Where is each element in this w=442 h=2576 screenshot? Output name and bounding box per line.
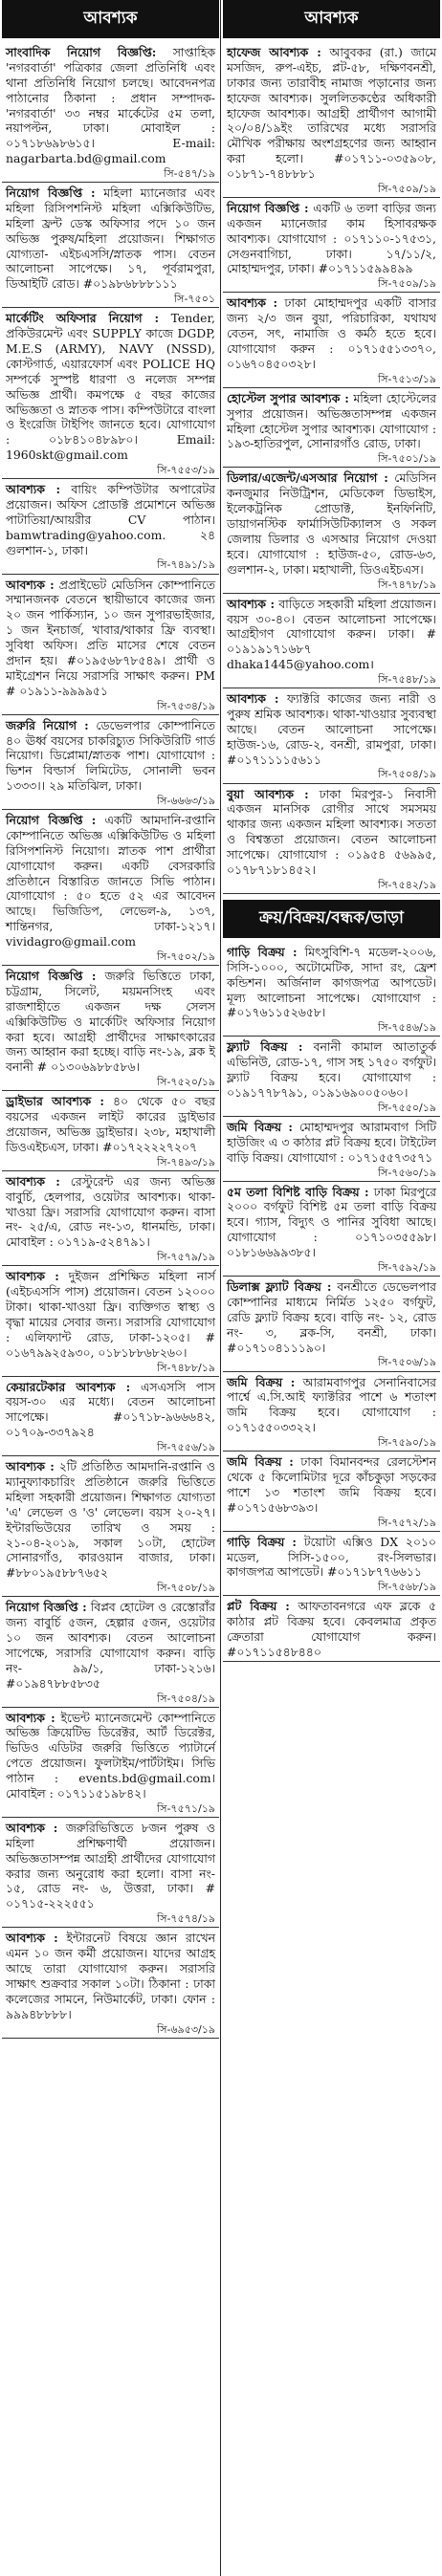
classified-ad xyxy=(2,966,219,1091)
classified-ad xyxy=(223,1277,440,1371)
classified-ad xyxy=(2,1928,219,2038)
ad-code: সি-৭৫৭১/১৯ xyxy=(157,1801,215,1815)
ad-body: আরামবাগপুর সেনানিবাসের পার্শ্বে এ.সি.আই ফ্যাক্টরির পাশে ৬ শতাংশ জমি বিক্রয় হবে। যোগাযোগ : ০১৭১৫৫০৩৩২২। xyxy=(227,1374,436,1435)
ad-title: নিয়োগ বিজ্ঞপ্তি : xyxy=(6,813,97,828)
ad-body: বায়িং কম্পিউটার অপারেটর প্রয়োজন। অফিস প্রোডাক্ট প্রমোশনে অভিজ্ঞ পাটাতিয়া/আয়রীর CV পাঠান। bamwtrading@yahoo.com. ২৪ গুলশান-১, ঢাকা। xyxy=(6,482,215,557)
ad-code: সি-৭৫০৯/১৯ xyxy=(378,182,436,195)
ad-title: সাংবাদিক নিয়োগ বিজ্ঞপ্তি: xyxy=(6,45,157,59)
ad-body: ডেভেলপার কোম্পানিতে ৪০ ঊর্ধ্ব বয়সের চাকরিচ্যুত সিকিউরিটি গার্ড নিয়োগ। ডিপ্লোমা/স্নাতক পাশ। যোগাযোগ : ভিশন বিল্ডার্স লিমিটেড, সোনালী ভবন ১৩৩৩।। ২৯ মতিঝিল, ঢাকা। xyxy=(6,717,215,794)
ad-body: ঢাকা মিরপুরে ২০০০ বর্গফুট বিশিষ্ট ৫ম তলা বাড়ি বিক্রয় হবে। গ্যাস, বিদ্যুৎ ও পানির সুবিধা আছে। যোগাযোগ : ০১৭১০৩৫৫৯৮। ০১৮১৬৬৯৯৩৮৫। xyxy=(227,1184,436,1260)
ad-body: মিৎসুবিশি-৭ মডেল-২০০৬, সিসি-১০০০, অটোমেটিক, সাদা রং, ফ্রেশ কন্ডিশন। অর্জিনাল কাগজপত্র আপডেট। মূল্য আলোচনা সাপেক্ষে। যোগাযোগ : #০১৭৬১১৫২৬৫৮। xyxy=(227,944,436,1020)
ad-code: সি-৭৫৩৪/১৯ xyxy=(157,699,215,712)
ad-code: সি-৫৪৭/১৯ xyxy=(164,167,215,180)
ad-code: সি-৬৬৬৩/১৯ xyxy=(157,795,215,808)
ad-code: সি-৭৫৭২/১৯ xyxy=(378,1516,436,1529)
ad-code: সি-৭৫১৩/১৯ xyxy=(378,372,436,385)
ad-body: ইন্টারনেট বিষয়ে জ্ঞান রাখেন এমন ১০ জন কর্মী প্রয়োজন। যাদের আগ্রহ আছে তারা যোগাযোগ করুন। সরাসরি সাক্ষাৎ শুক্রবার সকাল ১০টা। ঠিকানা : ঢাকা কলেজের সামনে, নিউমার্কেট, ঢাকা। ফোন : ৯৯৯৪৮৮৮৮। xyxy=(6,1931,215,2021)
classified-ad xyxy=(223,198,440,293)
classified-ad xyxy=(223,1037,440,1117)
ad-title: নিয়োগ বিজ্ঞপ্তি : xyxy=(227,200,309,215)
section-header-right: আবশ্যক xyxy=(223,0,440,38)
ad-title: নিয়োগ বিজ্ঞপ্তি : xyxy=(6,1600,87,1615)
ad-body: প্রপ্রাইভেট মেডিসিন কোম্পানিতে সম্মানজনক বেতনে স্থায়ীভাবে কাজের জন্য ২০ জন পার্কিস্যান, ১০ জন সুপারভাইজার, ১ জন ইনচার্জ, খাবার/থাকার ফ্রি ব্যবস্থা। সুবিধা অফিস। প্রতি মাসের শেষে বেতন প্রদান হয়। #০১৯৫৬৮৭৮৫৪৯। প্রার্থী ও মাইগ্রেশন নিয়ে সরাসরি সাক্ষাৎ করুন। PM # ০১৯১১-৯৯৯৯৫১ xyxy=(6,577,215,698)
ad-code: সি-৭৫০২/১৯ xyxy=(157,950,215,963)
ad-title: আবশ্যক : xyxy=(6,1820,58,1835)
ad-code: সি-৭৫৬৮/১৯ xyxy=(378,1581,436,1594)
ad-body: ঢাকা বিমানবন্দর রেলস্টেশন থেকে ৫ কিলোমিটার দূরে কাঁচকুড়া সড়কের পাশে ১৩ শতাংশ জমি বিক্রয় হবে। #০১৭১৫৬৮৩৯৩। xyxy=(227,1454,436,1515)
classified-ad xyxy=(2,479,219,574)
ad-title: ফ্ল্যাট বিক্রয় : xyxy=(227,1039,303,1055)
classified-ad xyxy=(2,810,219,966)
ad-title: কেয়ারটেকার আবশ্যক : xyxy=(6,1379,131,1394)
section-header-sale: ক্রয়/বিক্রয়/বন্ধক/ভাড়া xyxy=(223,900,440,938)
ad-code: সি-৭৫০৪/১৯ xyxy=(378,768,436,781)
classified-ad xyxy=(2,308,219,479)
ad-title: আবশ্যক : xyxy=(227,691,279,707)
classified-ad xyxy=(2,1266,219,1376)
ad-code: সি-৭৪৯৩/১৯ xyxy=(157,1155,215,1168)
classified-ad xyxy=(2,1377,219,1457)
classified-ad xyxy=(2,1091,219,1171)
classified-ad xyxy=(223,784,440,894)
ad-code: সি-৬৯৫৩/১৯ xyxy=(157,2022,215,2036)
ad-title: ড্রাইভার আবশ্যক : xyxy=(6,1094,104,1109)
ad-title: ৫ম তলা বিশিষ্ট বাড়ি বিক্রয় : xyxy=(227,1184,369,1199)
ad-title: প্লট বিক্রয় : xyxy=(227,1599,290,1614)
ad-code: সি-৭৪৯১/১৯ xyxy=(157,558,215,572)
ad-title: জমি বিক্রয় : xyxy=(227,1119,293,1134)
classified-ad xyxy=(223,594,440,688)
ad-body: Tender, প্রকিউরমেন্ট এবং SUPPLY কাজে DGDP, M.E.S (ARMY), NAVY (NSSD), কোস্টগার্ড, এয়ারফোর্স এবং POLICE HQ সম্পর্কে সুস্পষ্ট ধারণা ও নলেজ সম্পন্ন অভিজ্ঞ প্রার্থী। কমপক্ষে ৫ বছর কাজের অভিজ্ঞতা ও স্নাতক পাস। কম্পিউটারে বাংলা ও ইংরেজি টাইপিং জানতে হবে। যোগাযোগ : ০১৮৪১০৪৮৯৮০। Email: 1960skt@gmail.com xyxy=(6,311,215,463)
ad-code: সি-৭৫৭৪/১৯ xyxy=(157,1912,215,1926)
left-ads-list xyxy=(2,42,219,2039)
classified-ad xyxy=(2,1456,219,1597)
ad-body: আবুবকর (রা.) জামে মসজিদ, রুপ-এইচ, প্লট-৫৮, দক্ষিণবনশ্রী, ঢাকার জন্য তারাবীহ নামাজ পড়ানোর জন্য হাফেজ আবশ্যক। সুললিতকণ্ঠের অধিকারী হাফেজ আবশ্যক। আগ্রহী প্রার্থীগণ আগামী ২০/০৪/১৯ইং তারিখের মধ্যে সরাসরি মৌখিক পরীক্ষায় অংশগ্রহণের জন্য আহ্বান করা হলো। #০১৭১১-০৩৫৯০৮, ০১৮৭১-৭৪৮৮৮১ xyxy=(227,45,436,181)
ad-title: আবশ্যক : xyxy=(227,596,276,611)
classified-ad xyxy=(223,1596,440,1662)
ad-title: হোস্টেল সুপার আবশ্যক : xyxy=(227,390,349,405)
ad-body: ঢাকা মিরপুর-১ নিবাসী একজন মানসিক রোগীর সাথে সমসময় থাকার জন্য একজন মহিলা আবশ্যক। সততা ও বিশ্বস্ততা প্রয়োজন। বেতন আলোচনা সাপেক্ষে। যোগাযোগ : ০১৯৫৪ ৫৬৯৯৫, ০১৭৮৭১৮১৪৫২। xyxy=(227,786,436,877)
classified-ad xyxy=(223,388,440,469)
ad-body: মেডিসিন কনজুমার নিউট্রিশন, মেডিকেল ডিভাইস, ইলেকট্রনিক প্রোডাক্ট, ইনফিনিটি, ডায়াগনস্টিক ফার্মাসিউটিক্যালস ও সকল জেলায় ডিলার ও এসআর নিয়োগ দেওয়া হবে। যোগাযোগ : হাউজ-৫০, রোড-৬৩, গুলশান-২, ঢাকা। মহাখালী, ডিওএইচএস। xyxy=(227,470,436,577)
section-header-left: আবশ্যক xyxy=(2,0,219,38)
ad-title: আবশ্যক : xyxy=(6,1269,59,1284)
ad-title: নিয়োগ বিজ্ঞপ্তি : xyxy=(6,186,96,201)
ad-code: সি-৭৫০১/১৯ xyxy=(378,452,436,466)
classified-ad xyxy=(223,293,440,387)
ad-title: আবশ্যক : xyxy=(6,1459,55,1474)
ad-body: ২টি প্রতিষ্ঠিত আমদানি-রপ্তানি ও ম্যানুফ্যাকচারিং প্রতিষ্ঠানে জরুরি ভিত্তিতে মহিলা সহকারী প্রয়োজন। শিক্ষাগত যোগ্যতা 'এ' লেভেল ও 'ও' লেভেল। বয়স ২০-২৭। ইন্টারভিউয়ের তারিখ ও সময় : ২১-০৪-২০১৯, সকাল ১০টা, হোটেল সোনারগাঁও, কারওয়ান বাজার, ঢাকা। #৮৮০১৯৫৮৮৭৬৫২ xyxy=(6,1459,215,1581)
ad-body: ফ্যাক্টরি কাজের জন্য নারী ও পুরুষ শ্রমিক আবশ্যক। থাকা-খাওয়ার সুব্যবস্থা আছে। বেতন আলোচনা সাপেক্ষে। হাউজ-১৬, রোড-২, বনশ্রী, রামপুরা, ঢাকা। #০১৭১১১১৫৬১১ xyxy=(227,691,436,767)
ad-code: সি-৭৫০৯/১৯ xyxy=(378,277,436,291)
ad-body: আফতাবনগরে এফ ব্লকে ৫ কাঠার প্লট বিক্রয় হবে। কেবলমাত্র প্রকৃত ক্রেতারা যোগাযোগ করুন। #০১৭১১৫৪৮৪৪০ xyxy=(227,1599,436,1659)
ad-title: আবশ্যক : xyxy=(6,482,61,497)
classified-ad xyxy=(223,42,440,198)
ad-body: একটি আমদানি-রপ্তানি কোম্পানিতে অভিজ্ঞ এক্সিকিউটিভ ও মহিলা রিসিপশনিস্ট নিয়োগ। স্নাতক পাশ প্রার্থীরা যোগাযোগ করুন। একটি বেসরকারি প্রতিষ্ঠানে বিস্তারিত জানতে সিভি পাঠান। যোগাযোগ : ৫০ হতে ৫২ এর আবেদন আছে। ভিজিডিপ, লেভেল-৯, ১৩৭, শান্তিনগর, ঢাকা-১২১৭। vividagro@gmail.com xyxy=(6,813,215,950)
ad-body: মহিলা ম্যানেজার এবং মহিলা রিসিপশনিস্ট মহিলা এক্সিকিউটিভ, মহিলা ফ্রন্ট ডেস্ক অফিসার পদে ১০ জন অভিজ্ঞ পুরুষ/মহিলা প্রয়োজন। শিক্ষাগত যোগ্যতা- এইচএসসি/স্নাতক পাস। বেতন আলোচনা সাপেক্ষে। ১৭, পূর্বরামপুরা, ডিআইটি রোড। #০১৯৮৬৮৮৮১১১ xyxy=(6,186,215,292)
ad-code: সি-৭৫০৬/১৯ xyxy=(378,1356,436,1369)
ad-body: ৪০ থেকে ৫০ বছর বয়সের একজন লাইট কারের ড্রাইভার প্রয়োজন, অভিজ্ঞ ড্রাইভার। ২৩৮, মহাখালী ডিওএইচএস, ঢাকা। #০১৭২২২২৭২০৭ xyxy=(6,1094,215,1154)
ad-code: সি-৭৪৮৮/১৯ xyxy=(157,1361,215,1374)
classified-ad xyxy=(2,42,219,183)
ad-code: সি-৭৪৭৮/১৯ xyxy=(378,578,436,591)
classified-ad xyxy=(2,183,219,308)
ad-code: সি-৭৫৬০/১৯ xyxy=(378,1166,436,1179)
ad-title: গাড়ি বিক্রয় : xyxy=(227,1534,297,1549)
ad-body: বাড়িতে সহকারী মহিলা প্রয়োজন। বয়স ৩০-৪০। বেতন আলোচনা সাপেক্ষে। আগ্রহীগণ যোগাযোগ করুন। ঢাকা। # ০১৯১৯১৭১৬৮৭ dhaka1445@yahoo.com। xyxy=(227,596,436,672)
ad-code: সি-৭৫০৪/১৯ xyxy=(157,1692,215,1705)
ad-body: মহিলা হোস্টেলের সুপার প্রয়োজন। অভিজ্ঞতাসম্পন্ন একজন মহিলা হোস্টেল সুপার আবশ্যক। যোগাযোগ : ১৯৩-হাতিরপুল, সোনারগাঁও রোড, ঢাকা। xyxy=(227,390,436,451)
ad-title: নিয়োগ বিজ্ঞপ্তি : xyxy=(6,969,97,984)
ad-body: বনশ্রীতে ডেভেলপার কোম্পানির মাধ্যমে নির্মিত ১২৫০ বর্গফুট, রেডি ফ্ল্যাট বিক্রয় হবে। বাড়ি নং- ১২, রোড নং- ৩, ব্লক-সি, বনশ্রী, ঢাকা। #০১৭১০৪১১১৯০। xyxy=(227,1279,436,1355)
column-divider xyxy=(220,0,221,2576)
ad-code: সি-৭৫০৮/১৯ xyxy=(157,1582,215,1595)
ad-body: সাপ্তাহিক 'নগরবার্তা' পত্রিকার জেলা প্রতিনিধি এবং থানা প্রতিনিধি নিয়োগ চলছে। আবেদনপত্র পাঠানোর ঠিকানা : প্রধান সম্পাদক- 'নগরবার্তা' ৩৩ নম্বর মার্কেটের ৫ম তলা, নয়াপল্টন, ঢাকা। মোবাইল : ০১৭১৮৬৯৮৬১৫। E-mail: nagarbarta.bd@gmail.com xyxy=(6,45,215,166)
classified-ad xyxy=(223,1117,440,1182)
ad-code: সি-৭৫৭৯/১৯ xyxy=(157,1251,215,1264)
left-column xyxy=(2,0,219,2576)
ad-title: জমি বিক্রয় : xyxy=(227,1374,296,1389)
classified-ad xyxy=(2,1708,219,1818)
classified-ad xyxy=(223,1372,440,1452)
ad-title: আবশ্যক : xyxy=(6,1710,55,1725)
ad-title: ডিলার/এজেন্ট/এসআর নিয়োগ : xyxy=(227,470,388,486)
right-ads-list xyxy=(223,42,440,894)
ad-title: আবশ্যক : xyxy=(6,577,55,592)
ad-body: জরুরি ভিত্তিতে ঢাকা, চট্টগ্রাম, সিলেট, ময়মনসিংহ এবং রাজশাহীতে একজন দক্ষ সেলস এক্সিকিউটিভ ও মার্কেটিং অফিসার নিয়োগ করা হবে। আগ্রহী প্রার্থীদের সাক্ষাৎকারের জন্য আহ্বান করা হচ্ছে। বাড়ি নং-১৯, ব্লক ই বনানী # ০১৩০৬৯৮৮৫৮৬। xyxy=(6,969,215,1075)
ad-code: সি-৭৫৫৬/১৯ xyxy=(157,1441,215,1454)
classified-ad xyxy=(223,942,440,1037)
classified-ad xyxy=(2,575,219,715)
classified-ad xyxy=(2,1818,219,1928)
classified-ad xyxy=(2,1597,219,1707)
ad-title: ডিলাক্স ফ্ল্যাট বিক্রয় : xyxy=(227,1279,332,1295)
sale-ads-list xyxy=(223,942,440,1662)
ad-code: সি-৭৫৪৬/১৯ xyxy=(378,1021,436,1035)
ad-code: সি-৭৫৫০/১৯ xyxy=(378,1101,436,1114)
ad-body: জরুরিভিত্তিতে ৮জন পুরুষ ও মহিলা প্রশিক্ষণার্থী প্রয়োজন। অভিজ্ঞতাসম্পন্ন আগ্রহী প্রার্থীদের যোগাযোগ করার জন্য অনুরোধ করা হলো। বাসা নং- ১৫, রোড নং- ৬, উত্তরা, ঢাকা। # ০১৭১৫-২২২৫৫১ xyxy=(6,1820,215,1911)
ad-body: দুইজন প্রশিক্ষিত মহিলা নার্স (এইচএসসি পাস) প্রয়োজন। বেতন ১২০০০ টাকা। থাকা-খাওয়া ফ্রি। ব্যক্তিগত স্বাস্থ্য ও বৃদ্ধা মায়ের সেবার জন্য। সরাসরি যোগাযোগ : এলিফ্যান্ট রোড, ঢাকা-১২০৫। # ০১৬৭৯৯২৫৯৩০, ০১৮১৮৮৬৮২৬০। xyxy=(6,1269,215,1360)
ad-code: সি-৭৫৪৮/১৯ xyxy=(378,673,436,687)
classified-ad xyxy=(223,1452,440,1532)
ad-code: সি-৭৫৯০/১৯ xyxy=(378,1436,436,1450)
ad-body: এসএসসি পাস বয়স-৩০ এর মধ্যে। বেতন আলোচনা সাপেক্ষে। #০১৭১৮-৯৬৬৬৪২, ০১৭০৯-৩৩৭৯২৪ xyxy=(6,1379,215,1440)
ad-body: বনানী কামাল আতাতুর্ক এভিনিউ, রোড-১৭, গাস সহ ১৭৫০ বর্গফুট। ফ্ল্যাট বিক্রয় হবে। যোগাযোগ : ০১৯১৭৭৮৭৯১, ০১৯১৬৯০০৫০৬০। xyxy=(227,1039,436,1100)
classified-ad xyxy=(223,688,440,783)
ad-code: সি-৭৫৪২/১৯ xyxy=(378,878,436,891)
ad-code: সি-৭৫০১ xyxy=(174,293,215,306)
ad-title: গাড়ি বিক্রয় : xyxy=(227,944,298,959)
ad-title: বুয়া আবশ্যক : xyxy=(227,786,309,801)
classified-ad xyxy=(223,1182,440,1277)
ad-title: আবশ্যক : xyxy=(6,1931,58,1946)
ad-body: ঢাকা মোহাম্মদপুর একটি বাসার জন্য ২/৩ জন বুয়া, পরিচারিকা, যথাযথ বেতন, সৎ, নামাজি ও কর্মঠ হতে হবে। যোগাযোগ করুন : ০১৭১৫৫১৩৩৭০, ০১৬৭০৪৫০৩২৮। xyxy=(227,295,436,371)
ad-body: একটি ৬ তলা বাড়ির জন্য একজন ম্যানেজার কাম হিসাবরক্ষক আবশ্যক। যোগাযোগ : ০১৭১১০-১৭৫৩১, সেগুনবাগিচা, ঢাকা। ১৭/১১/২, মোহাম্মদপুর, ঢাকা। #০১৭১১৫৯৯৪৯৯ xyxy=(227,200,436,276)
ad-body: বিপ্লব হোটেল ও রেস্তোরাঁর জন্য বাবুর্চি ৫জন, হেল্পার ৫জন, ওয়েটার ১০ জন আবশ্যক। বেতন আলোচনা সাপেক্ষে, সরাসরি যোগাযোগ করুন। বাড়ি নং- ৯৯/১, ঢাকা-১২১৬। #০১৯৪৭৮৮৫৮৩৫ xyxy=(6,1600,215,1691)
ad-title: হাফেজ আবশ্যক : xyxy=(227,45,321,59)
ad-code: সি-৭৫৫৩/১৯ xyxy=(157,464,215,477)
ad-title: মার্কেটিং অফিসার নিয়োগ : xyxy=(6,311,160,326)
ad-body: রেস্টুরেন্ট এর জন্য অভিজ্ঞ বাবুর্চি, হেলপার, ওয়েটার আবশ্যক। থাকা-খাওয়া ফ্রি। সরাসরি যোগাযোগ করুন। বাসা নং- ২৫/এ, রোড নং-১৩, ধানমন্ডি, ঢাকা। মোবাইল : ০১৭১৯-৫২৪৭৯১। xyxy=(6,1173,215,1250)
ad-title: আবশ্যক : xyxy=(227,295,278,311)
ad-title: জরুরি নিয়োগ : xyxy=(6,717,89,732)
classified-ad xyxy=(223,1532,440,1597)
ad-code: সি-৭৫৯২/১৯ xyxy=(378,1260,436,1274)
ad-body: টয়োটা এক্সিও DX ২০১০ মডেল, সিসি-১৫০০, রং-সিলভার। কাগজপত্র আপডেট। #০১৭১৮৭৭৬৬১১ xyxy=(227,1534,436,1580)
ad-title: আবশ্যক : xyxy=(6,1173,60,1189)
ad-body: ইভেন্ট ম্যানেজমেন্ট কোম্পানিতে অভিজ্ঞ ক্রিয়েটিভ ডিরেক্টর, আর্ট ডিরেক্টর, ভিডিও এডিটর জরুরি ভিত্তিতে প্যাটার্নে পেতে প্রয়োজন। ফুলটাইম/পার্টটাইম। সিভি পাঠান : events.bd@gmail.com। মোবাইল : ০১৭১১৫১৯৮৪২। xyxy=(6,1710,215,1801)
classified-ad xyxy=(223,468,440,593)
ad-body: মোহাম্মদপুর আরামবাগ সিটি হাউজিং এ ৩ কাঠার প্লট বিক্রয় হবে। টাইটেল বাড়ি বিক্রয়। যোগাযোগ : ০১৭১৫৫৭৩৫৭১ xyxy=(227,1119,437,1165)
classified-ad xyxy=(2,1171,219,1266)
ad-code: সি-৭৫২০/১৯ xyxy=(157,1076,215,1089)
ad-title: জমি বিক্রয় : xyxy=(227,1454,294,1470)
right-column xyxy=(223,0,440,2576)
classified-ad xyxy=(2,715,219,810)
